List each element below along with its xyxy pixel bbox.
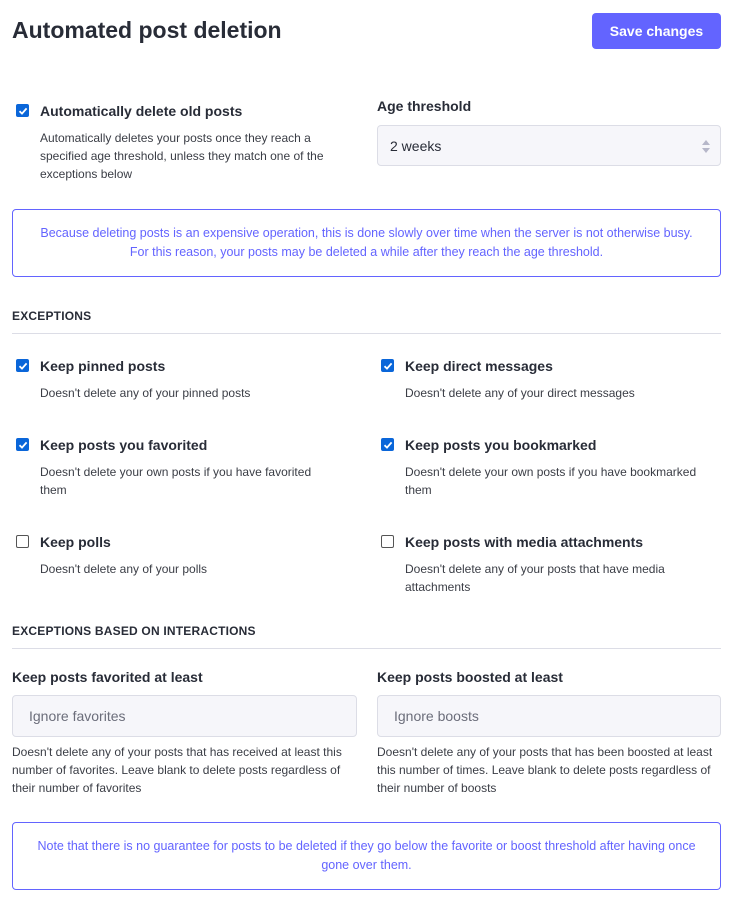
keep-posts-with-media-attachments-label: Keep posts with media attachments [405,534,644,550]
keep-pinned-posts-description: Doesn't delete any of your pinned posts [40,386,251,400]
favorites-threshold-label: Keep posts favorited at least [12,669,203,685]
keep-polls-description: Doesn't delete any of your polls [40,562,208,576]
checkmark-icon [383,440,393,450]
keep-polls-checkbox[interactable] [16,535,29,548]
notice-line-2: For this reason, your posts may be deleted a while after they reach the age threshold. [129,245,604,259]
keep-posts-you-favorited-label: Keep posts you favorited [40,437,208,453]
auto-delete-description: Automatically deletes your posts once they reach a specified age threshold, unless they match one of the exceptions below [40,131,324,181]
keep-direct-messages-label: Keep direct messages [405,358,553,374]
save-changes-button[interactable]: Save changes [592,13,721,49]
divider [12,333,721,334]
auto-delete-checkbox[interactable] [16,104,29,117]
keep-posts-with-media-attachments-checkbox[interactable] [381,535,394,548]
checkmark-icon [18,361,28,371]
age-threshold-value: 2 weeks [390,137,442,154]
divider [12,648,721,649]
keep-pinned-posts-checkbox[interactable] [16,359,29,372]
threshold-guarantee-notice: Note that there is no guarantee for posts to be deleted if they go below the favorite or boost threshold after having once gone over them. [12,822,721,890]
slow-deletion-notice [12,209,721,277]
boosts-threshold-description: Doesn't delete any of your posts that has been boosted at least this number of times. Leave blank to delete posts regardless of their number of boosts [377,745,713,795]
boosts-threshold-label: Keep posts boosted at least [377,669,563,685]
page-title: Automated post deletion [12,17,282,43]
checkmark-icon [18,106,28,116]
keep-direct-messages-description: Doesn't delete any of your direct messages [405,386,635,400]
keep-pinned-posts-label: Keep pinned posts [40,358,166,374]
keep-posts-you-favorited-description: Doesn't delete your own posts if you have favorited them [40,465,312,497]
age-threshold-select[interactable] [377,125,721,166]
keep-posts-you-bookmarked-label: Keep posts you bookmarked [405,437,597,453]
keep-direct-messages-checkbox[interactable] [381,359,394,372]
keep-posts-you-bookmarked-description: Doesn't delete your own posts if you have bookmarked them [405,465,697,497]
select-arrows-icon [701,139,711,154]
interactions-heading: EXCEPTIONS BASED ON INTERACTIONS [12,624,256,638]
exceptions-heading: EXCEPTIONS [12,309,92,323]
keep-posts-you-bookmarked-checkbox[interactable] [381,438,394,451]
checkmark-icon [18,440,28,450]
auto-delete-label: Automatically delete old posts [40,103,243,119]
favorites-threshold-input[interactable] [12,695,357,737]
keep-posts-you-favorited-checkbox[interactable] [16,438,29,451]
checkmark-icon [383,361,393,371]
keep-posts-with-media-attachments-description: Doesn't delete any of your posts that have media attachments [405,562,665,594]
age-threshold-label: Age threshold [377,98,472,114]
keep-polls-label: Keep polls [40,534,111,550]
favorites-threshold-description: Doesn't delete any of your posts that has received at least this number of favorites. Leave blank to delete posts regardless of their number of favorites [12,745,342,795]
notice-line-1: Because deleting posts is an expensive operation, this is done slowly over time when the server is not otherwise busy. [40,226,693,240]
boosts-threshold-input[interactable] [377,695,721,737]
